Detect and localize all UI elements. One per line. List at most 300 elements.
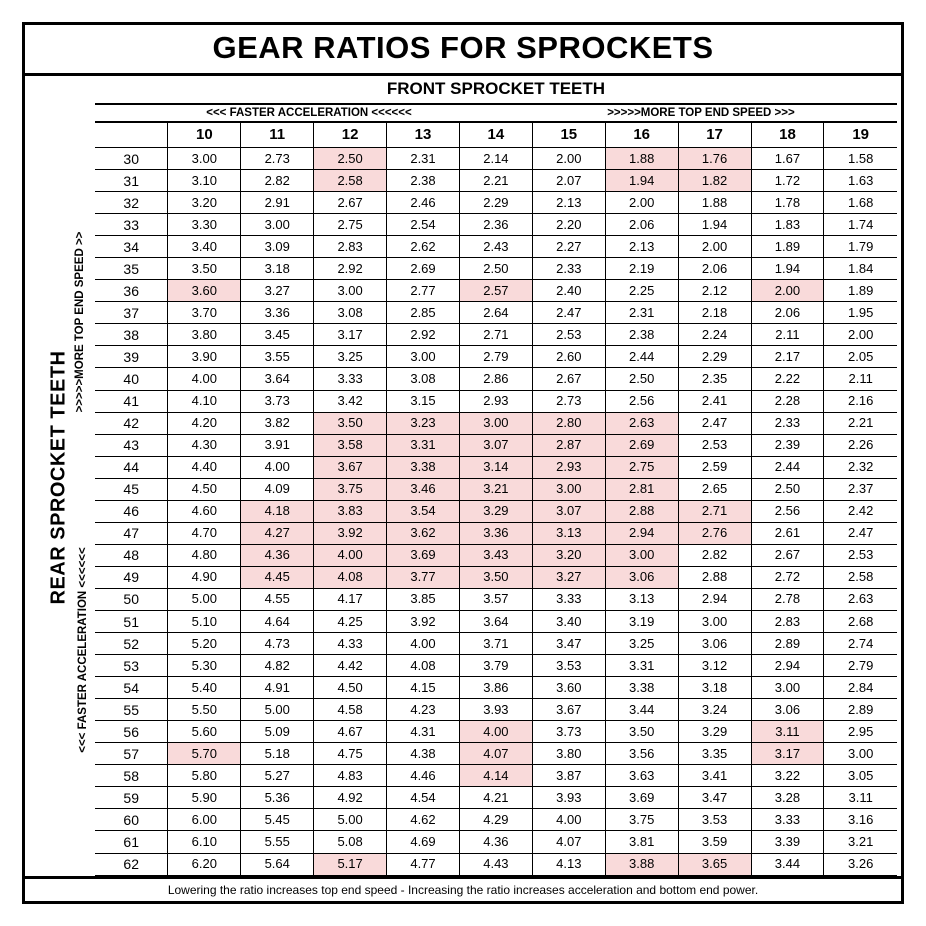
ratio-cell: 2.16 <box>824 390 897 412</box>
row-header-35: 35 <box>95 258 168 280</box>
ratio-cell: 2.47 <box>678 412 751 434</box>
ratio-cell: 2.77 <box>387 280 460 302</box>
ratio-cell: 3.53 <box>532 655 605 677</box>
ratio-cell: 3.15 <box>387 390 460 412</box>
ratio-cell: 3.22 <box>751 765 824 787</box>
ratio-cell: 3.13 <box>605 588 678 610</box>
ratio-cell: 2.88 <box>605 500 678 522</box>
ratio-cell: 3.80 <box>168 324 241 346</box>
ratio-cell: 2.14 <box>459 148 532 170</box>
ratio-cell: 2.61 <box>751 522 824 544</box>
ratio-cell: 2.43 <box>459 236 532 258</box>
table-row <box>95 434 897 456</box>
ratio-cell: 3.25 <box>605 633 678 655</box>
ratio-cell: 2.67 <box>751 544 824 566</box>
ratio-cell: 4.92 <box>314 787 387 809</box>
ratio-cell: 3.73 <box>532 721 605 743</box>
table-row <box>95 831 897 853</box>
ratio-cell: 1.89 <box>824 280 897 302</box>
ratio-cell: 2.00 <box>532 148 605 170</box>
ratio-cell: 2.63 <box>605 412 678 434</box>
ratio-cell: 4.31 <box>387 721 460 743</box>
ratio-cell: 2.29 <box>678 346 751 368</box>
table-block <box>95 76 901 876</box>
ratio-cell: 2.80 <box>532 412 605 434</box>
ratio-cell: 2.53 <box>532 324 605 346</box>
table-row <box>95 412 897 434</box>
table-row <box>95 478 897 500</box>
table-row <box>95 787 897 809</box>
ratio-cell: 3.26 <box>824 853 897 876</box>
table-row <box>95 655 897 677</box>
table-header <box>95 123 897 148</box>
table-row <box>95 324 897 346</box>
ratio-cell: 5.09 <box>241 721 314 743</box>
ratio-cell: 2.94 <box>605 522 678 544</box>
ratio-cell: 3.11 <box>751 721 824 743</box>
ratio-cell: 3.85 <box>387 588 460 610</box>
ratio-cell: 3.57 <box>459 588 532 610</box>
ratio-cell: 2.65 <box>678 478 751 500</box>
ratio-cell: 2.76 <box>678 522 751 544</box>
ratio-cell: 3.12 <box>678 655 751 677</box>
column-header-13: 13 <box>387 123 460 148</box>
gear-ratio-table <box>95 123 897 876</box>
ratio-cell: 3.28 <box>751 787 824 809</box>
ratio-cell: 2.78 <box>751 588 824 610</box>
ratio-cell: 5.20 <box>168 633 241 655</box>
ratio-cell: 2.83 <box>314 236 387 258</box>
ratio-cell: 3.07 <box>532 500 605 522</box>
ratio-cell: 3.44 <box>751 853 824 876</box>
ratio-cell: 3.27 <box>241 280 314 302</box>
table-row <box>95 346 897 368</box>
ratio-cell: 2.69 <box>605 434 678 456</box>
ratio-cell: 2.87 <box>532 434 605 456</box>
ratio-cell: 2.39 <box>751 434 824 456</box>
ratio-cell: 3.56 <box>605 743 678 765</box>
column-header-15: 15 <box>532 123 605 148</box>
ratio-cell: 4.80 <box>168 544 241 566</box>
ratio-cell: 3.64 <box>241 368 314 390</box>
ratio-cell: 2.17 <box>751 346 824 368</box>
ratio-cell: 5.45 <box>241 809 314 831</box>
ratio-cell: 4.54 <box>387 787 460 809</box>
ratio-cell: 4.70 <box>168 522 241 544</box>
ratio-cell: 2.31 <box>387 148 460 170</box>
ratio-cell: 2.19 <box>605 258 678 280</box>
column-header-14: 14 <box>459 123 532 148</box>
row-header-58: 58 <box>95 765 168 787</box>
ratio-cell: 4.25 <box>314 610 387 632</box>
ratio-cell: 3.73 <box>241 390 314 412</box>
ratio-cell: 5.30 <box>168 655 241 677</box>
ratio-cell: 5.00 <box>168 588 241 610</box>
ratio-cell: 3.10 <box>168 170 241 192</box>
ratio-cell: 4.07 <box>532 831 605 853</box>
ratio-cell: 1.79 <box>824 236 897 258</box>
ratio-cell: 3.31 <box>605 655 678 677</box>
ratio-cell: 2.31 <box>605 302 678 324</box>
front-sprocket-teeth-label: FRONT SPROCKET TEETH <box>95 76 897 105</box>
faster-acceleration-top-label: <<< FASTER ACCELERATION <<<<<< <box>206 107 412 119</box>
ratio-cell: 3.40 <box>532 610 605 632</box>
ratio-cell: 3.59 <box>678 831 751 853</box>
ratio-cell: 2.18 <box>678 302 751 324</box>
ratio-cell: 3.63 <box>605 765 678 787</box>
ratio-cell: 2.93 <box>459 390 532 412</box>
ratio-cell: 3.58 <box>314 434 387 456</box>
ratio-cell: 4.40 <box>168 456 241 478</box>
column-header-17: 17 <box>678 123 751 148</box>
row-header-54: 54 <box>95 677 168 699</box>
rear-sprocket-teeth-label: REAR SPROCKET TEETH <box>47 350 70 605</box>
ratio-cell: 3.46 <box>387 478 460 500</box>
ratio-cell: 3.40 <box>168 236 241 258</box>
ratio-cell: 2.71 <box>678 500 751 522</box>
table-row <box>95 721 897 743</box>
ratio-cell: 2.50 <box>605 368 678 390</box>
ratio-cell: 5.40 <box>168 677 241 699</box>
ratio-cell: 2.20 <box>532 214 605 236</box>
ratio-cell: 2.84 <box>824 677 897 699</box>
ratio-cell: 2.57 <box>459 280 532 302</box>
ratio-cell: 2.93 <box>532 456 605 478</box>
ratio-cell: 2.64 <box>459 302 532 324</box>
table-row <box>95 610 897 632</box>
ratio-cell: 1.94 <box>751 258 824 280</box>
row-header-57: 57 <box>95 743 168 765</box>
column-header-19: 19 <box>824 123 897 148</box>
ratio-cell: 5.00 <box>314 809 387 831</box>
ratio-cell: 2.92 <box>387 324 460 346</box>
ratio-cell: 2.92 <box>314 258 387 280</box>
ratio-cell: 4.00 <box>168 368 241 390</box>
ratio-cell: 2.58 <box>824 566 897 588</box>
ratio-cell: 3.38 <box>605 677 678 699</box>
ratio-cell: 2.56 <box>605 390 678 412</box>
ratio-cell: 3.17 <box>314 324 387 346</box>
ratio-cell: 4.07 <box>459 743 532 765</box>
ratio-cell: 1.84 <box>824 258 897 280</box>
ratio-cell: 2.21 <box>459 170 532 192</box>
ratio-cell: 2.41 <box>678 390 751 412</box>
ratio-cell: 3.30 <box>168 214 241 236</box>
ratio-cell: 2.38 <box>387 170 460 192</box>
ratio-cell: 3.45 <box>241 324 314 346</box>
ratio-cell: 1.83 <box>751 214 824 236</box>
ratio-cell: 2.88 <box>678 566 751 588</box>
ratio-cell: 1.58 <box>824 148 897 170</box>
ratio-cell: 2.28 <box>751 390 824 412</box>
ratio-cell: 5.18 <box>241 743 314 765</box>
ratio-cell: 3.21 <box>824 831 897 853</box>
row-header-45: 45 <box>95 478 168 500</box>
ratio-cell: 4.82 <box>241 655 314 677</box>
row-header-61: 61 <box>95 831 168 853</box>
ratio-cell: 2.42 <box>824 500 897 522</box>
ratio-cell: 3.67 <box>314 456 387 478</box>
ratio-cell: 2.06 <box>751 302 824 324</box>
ratio-cell: 4.75 <box>314 743 387 765</box>
ratio-cell: 4.09 <box>241 478 314 500</box>
ratio-cell: 3.23 <box>387 412 460 434</box>
ratio-cell: 3.92 <box>314 522 387 544</box>
ratio-cell: 3.53 <box>678 809 751 831</box>
ratio-cell: 2.07 <box>532 170 605 192</box>
ratio-cell: 3.17 <box>751 743 824 765</box>
table-row <box>95 456 897 478</box>
ratio-cell: 2.44 <box>605 346 678 368</box>
ratio-cell: 3.64 <box>459 610 532 632</box>
ratio-cell: 3.18 <box>241 258 314 280</box>
ratio-cell: 2.95 <box>824 721 897 743</box>
row-header-60: 60 <box>95 809 168 831</box>
table-row <box>95 390 897 412</box>
ratio-cell: 4.38 <box>387 743 460 765</box>
ratio-cell: 2.00 <box>678 236 751 258</box>
ratio-cell: 2.91 <box>241 192 314 214</box>
row-header-43: 43 <box>95 434 168 456</box>
table-row <box>95 258 897 280</box>
ratio-cell: 3.33 <box>532 588 605 610</box>
ratio-cell: 2.21 <box>824 412 897 434</box>
table-row <box>95 809 897 831</box>
row-header-47: 47 <box>95 522 168 544</box>
ratio-cell: 4.23 <box>387 699 460 721</box>
ratio-cell: 3.50 <box>605 721 678 743</box>
ratio-cell: 2.40 <box>532 280 605 302</box>
ratio-cell: 3.77 <box>387 566 460 588</box>
ratio-cell: 3.65 <box>678 853 751 876</box>
ratio-cell: 3.08 <box>387 368 460 390</box>
table-row <box>95 544 897 566</box>
ratio-cell: 2.50 <box>459 258 532 280</box>
ratio-cell: 3.82 <box>241 412 314 434</box>
ratio-cell: 2.60 <box>532 346 605 368</box>
ratio-cell: 2.38 <box>605 324 678 346</box>
ratio-cell: 2.75 <box>314 214 387 236</box>
row-header-51: 51 <box>95 610 168 632</box>
ratio-cell: 3.93 <box>532 787 605 809</box>
ratio-cell: 2.81 <box>605 478 678 500</box>
ratio-cell: 2.75 <box>605 456 678 478</box>
ratio-cell: 2.83 <box>751 610 824 632</box>
ratio-cell: 2.05 <box>824 346 897 368</box>
ratio-cell: 3.18 <box>678 677 751 699</box>
ratio-cell: 1.89 <box>751 236 824 258</box>
ratio-cell: 3.47 <box>678 787 751 809</box>
footer-note: Lowering the ratio increases top end speed - Increasing the ratio increases acceleration and bottom end power. <box>25 876 901 901</box>
ratio-cell: 2.36 <box>459 214 532 236</box>
ratio-cell: 3.54 <box>387 500 460 522</box>
ratio-cell: 2.54 <box>387 214 460 236</box>
ratio-cell: 3.50 <box>168 258 241 280</box>
ratio-cell: 1.82 <box>678 170 751 192</box>
ratio-cell: 3.67 <box>532 699 605 721</box>
ratio-cell: 1.94 <box>605 170 678 192</box>
ratio-cell: 3.16 <box>824 809 897 831</box>
ratio-cell: 5.00 <box>241 699 314 721</box>
ratio-cell: 3.50 <box>314 412 387 434</box>
ratio-cell: 3.69 <box>387 544 460 566</box>
ratio-cell: 4.17 <box>314 588 387 610</box>
row-header-53: 53 <box>95 655 168 677</box>
ratio-cell: 3.36 <box>459 522 532 544</box>
ratio-cell: 4.13 <box>532 853 605 876</box>
ratio-cell: 5.10 <box>168 610 241 632</box>
table-row <box>95 588 897 610</box>
ratio-cell: 3.00 <box>605 544 678 566</box>
ratio-cell: 5.17 <box>314 853 387 876</box>
ratio-cell: 3.39 <box>751 831 824 853</box>
ratio-cell: 4.67 <box>314 721 387 743</box>
column-header-18: 18 <box>751 123 824 148</box>
ratio-cell: 3.25 <box>314 346 387 368</box>
row-header-31: 31 <box>95 170 168 192</box>
ratio-cell: 2.44 <box>751 456 824 478</box>
ratio-cell: 4.45 <box>241 566 314 588</box>
ratio-cell: 3.31 <box>387 434 460 456</box>
ratio-cell: 5.90 <box>168 787 241 809</box>
ratio-cell: 1.74 <box>824 214 897 236</box>
page-title: GEAR RATIOS FOR SPROCKETS <box>212 30 714 65</box>
chart-frame <box>22 22 904 904</box>
ratio-cell: 2.32 <box>824 456 897 478</box>
ratio-cell: 2.67 <box>314 192 387 214</box>
ratio-cell: 2.56 <box>751 500 824 522</box>
ratio-cell: 4.90 <box>168 566 241 588</box>
ratio-cell: 3.13 <box>532 522 605 544</box>
ratio-cell: 2.69 <box>387 258 460 280</box>
ratio-cell: 2.58 <box>314 170 387 192</box>
table-row <box>95 170 897 192</box>
table-row <box>95 633 897 655</box>
ratio-cell: 4.00 <box>241 456 314 478</box>
ratio-cell: 3.86 <box>459 677 532 699</box>
ratio-cell: 2.89 <box>824 699 897 721</box>
ratio-cell: 2.71 <box>459 324 532 346</box>
table-row <box>95 236 897 258</box>
table-row <box>95 302 897 324</box>
ratio-cell: 2.67 <box>532 368 605 390</box>
ratio-cell: 2.50 <box>314 148 387 170</box>
ratio-cell: 3.44 <box>605 699 678 721</box>
ratio-cell: 4.36 <box>241 544 314 566</box>
ratio-cell: 1.88 <box>605 148 678 170</box>
table-row <box>95 522 897 544</box>
ratio-cell: 1.76 <box>678 148 751 170</box>
ratio-cell: 3.27 <box>532 566 605 588</box>
ratio-cell: 3.20 <box>532 544 605 566</box>
ratio-cell: 3.00 <box>168 148 241 170</box>
ratio-cell: 3.75 <box>605 809 678 831</box>
ratio-cell: 2.73 <box>241 148 314 170</box>
ratio-cell: 2.24 <box>678 324 751 346</box>
row-header-52: 52 <box>95 633 168 655</box>
ratio-cell: 3.08 <box>314 302 387 324</box>
ratio-cell: 3.79 <box>459 655 532 677</box>
ratio-cell: 4.30 <box>168 434 241 456</box>
ratio-cell: 3.91 <box>241 434 314 456</box>
ratio-cell: 2.94 <box>678 588 751 610</box>
ratio-cell: 3.00 <box>314 280 387 302</box>
table-corner-cell <box>95 123 168 148</box>
ratio-cell: 4.36 <box>459 831 532 853</box>
row-header-49: 49 <box>95 566 168 588</box>
ratio-cell: 3.05 <box>824 765 897 787</box>
ratio-cell: 3.50 <box>459 566 532 588</box>
row-header-42: 42 <box>95 412 168 434</box>
ratio-cell: 2.26 <box>824 434 897 456</box>
ratio-cell: 3.36 <box>241 302 314 324</box>
ratio-cell: 3.88 <box>605 853 678 876</box>
ratio-cell: 2.13 <box>605 236 678 258</box>
ratio-cell: 2.47 <box>532 302 605 324</box>
ratio-cell: 3.71 <box>459 633 532 655</box>
ratio-cell: 3.62 <box>387 522 460 544</box>
ratio-cell: 4.15 <box>387 677 460 699</box>
ratio-cell: 3.24 <box>678 699 751 721</box>
direction-row <box>95 105 897 123</box>
row-header-38: 38 <box>95 324 168 346</box>
ratio-cell: 4.91 <box>241 677 314 699</box>
column-header-10: 10 <box>168 123 241 148</box>
ratio-cell: 3.06 <box>751 699 824 721</box>
ratio-cell: 5.70 <box>168 743 241 765</box>
row-header-62: 62 <box>95 853 168 876</box>
row-header-55: 55 <box>95 699 168 721</box>
ratio-cell: 5.27 <box>241 765 314 787</box>
ratio-cell: 5.08 <box>314 831 387 853</box>
ratio-cell: 2.47 <box>824 522 897 544</box>
ratio-cell: 4.27 <box>241 522 314 544</box>
ratio-cell: 2.68 <box>824 610 897 632</box>
row-header-44: 44 <box>95 456 168 478</box>
ratio-cell: 2.53 <box>824 544 897 566</box>
ratio-cell: 2.46 <box>387 192 460 214</box>
ratio-cell: 1.88 <box>678 192 751 214</box>
ratio-cell: 4.73 <box>241 633 314 655</box>
ratio-cell: 4.08 <box>314 566 387 588</box>
table-row <box>95 853 897 876</box>
ratio-cell: 3.47 <box>532 633 605 655</box>
table-row <box>95 148 897 170</box>
ratio-cell: 1.94 <box>678 214 751 236</box>
ratio-cell: 3.70 <box>168 302 241 324</box>
ratio-cell: 3.60 <box>168 280 241 302</box>
ratio-cell: 4.18 <box>241 500 314 522</box>
ratio-cell: 1.78 <box>751 192 824 214</box>
ratio-cell: 2.63 <box>824 588 897 610</box>
ratio-cell: 6.20 <box>168 853 241 876</box>
ratio-cell: 2.00 <box>605 192 678 214</box>
ratio-cell: 5.80 <box>168 765 241 787</box>
ratio-cell: 3.07 <box>459 434 532 456</box>
table-row <box>95 192 897 214</box>
ratio-cell: 2.85 <box>387 302 460 324</box>
ratio-cell: 2.13 <box>532 192 605 214</box>
ratio-cell: 4.00 <box>459 721 532 743</box>
ratio-cell: 2.89 <box>751 633 824 655</box>
ratio-cell: 4.14 <box>459 765 532 787</box>
ratio-cell: 4.08 <box>387 655 460 677</box>
row-header-30: 30 <box>95 148 168 170</box>
ratio-cell: 4.55 <box>241 588 314 610</box>
ratio-cell: 2.74 <box>824 633 897 655</box>
ratio-cell: 3.93 <box>459 699 532 721</box>
ratio-cell: 5.64 <box>241 853 314 876</box>
